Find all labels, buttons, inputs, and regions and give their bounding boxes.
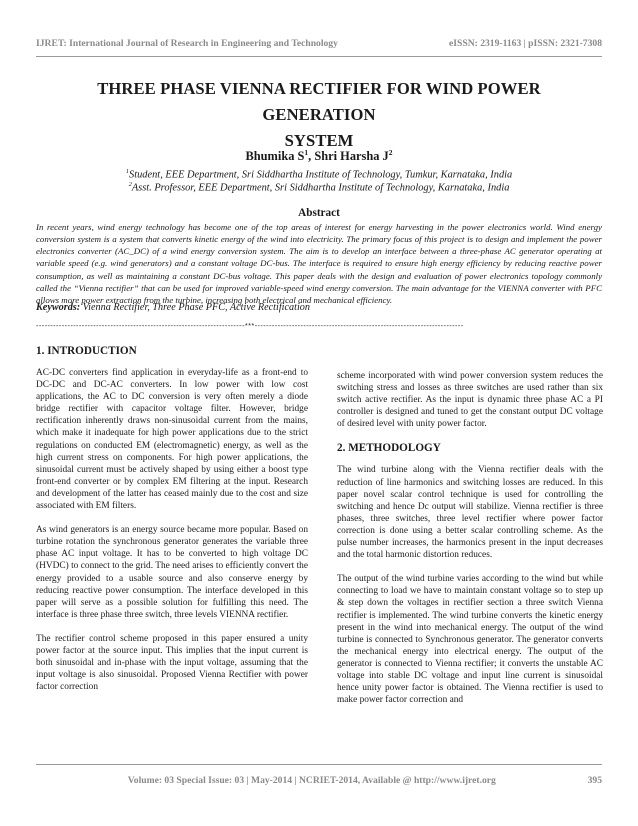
issn-info: eISSN: 2319-1163 | pISSN: 2321-7308 bbox=[449, 38, 602, 49]
methodology-paragraph-1: The wind turbine along with the Vienna rectifier deals with the reduction of line harmonics and switching losses are reduced. In this paper novel scalar control technique is used for controlling the switching and hence Dc output will stabilize. Vienna rectifier is three phases, three switches, three level rectifier where power factor correction is done using a better scalar controlling scheme. As the pulse number increases, the harmonics present in the input decreases and the total harmonic distortion reduces. bbox=[337, 465, 603, 561]
author-1: Bhumika S bbox=[245, 149, 305, 164]
keywords-text: Vienna Rectifier, Three Phase PFC, Active Rectification bbox=[80, 302, 310, 313]
title-line-1: THREE PHASE VIENNA RECTIFIER FOR WIND POWER GENERATION bbox=[97, 79, 541, 124]
affiliation-1 bbox=[40, 168, 598, 180]
affiliation-2 bbox=[40, 181, 598, 193]
footer-citation: Volume: 03 Special Issue: 03 | May-2014 | NCRIET-2014, Available @ http://www.ijret.org bbox=[127, 775, 496, 786]
running-header bbox=[36, 38, 602, 49]
affiliation-2-text: Asst. Professor, EEE Department, Sri Siddhartha Institute of Technology, Karnataka, India bbox=[131, 182, 510, 194]
affiliation-1-text: Student, EEE Department, Sri Siddhartha Institute of Technology, Tumkur, Karnataka, India bbox=[129, 169, 513, 181]
right-column bbox=[337, 370, 603, 706]
intro-paragraph-1: AC-DC converters find application in everyday-life as a front-end to DC-DC and DC-AC converters. In low power with low cost applications, the AC to DC conversion is very often merely a diode bridge rectifier with capacitor voltage filter. However, bridge rectification inherently draws non-sinusoidal current from the mains, which make it inadequate for high power applications due to the strict regulations on conducted EM (electromagnetic) energy, as well as the high current stress on components. For high power applications, the sinusoidal current must be actively shaped by using either a boost type front-end converter or by complex EM filtering at the input. Research and development of the latter has ceased mainly due to the cost and size associated with EM filters. bbox=[36, 368, 308, 512]
author-list bbox=[40, 148, 598, 164]
methodology-heading: 2. METHODOLOGY bbox=[337, 442, 441, 455]
author-1-sup: 1 bbox=[304, 148, 309, 157]
intro-paragraph-3: The rectifier control scheme proposed in this paper ensured a unity power factor at the source input. This implies that the input current is both sinusoidal and in-phase with the input voltage, assuming that the input voltage is also sinusoidal. Proposed Vienna Rectifier with power factor correction bbox=[36, 633, 308, 693]
keywords-label: Keywords: bbox=[36, 302, 81, 313]
author-2: Shri Harsha J bbox=[314, 149, 389, 164]
paper-title bbox=[40, 76, 598, 154]
header-rule bbox=[36, 56, 602, 57]
left-column bbox=[36, 344, 308, 693]
methodology-paragraph-2: The output of the wind turbine varies according to the wind but while connecting to load we have to maintain constant voltage so to step up & step down the voltages in rectifier section a three switch Vienna rectifier is implemented. The wind turbine converts the kinetic energy present in the wind into mechanical energy. The output of the wind turbine is connected to Synchronous generator. The generator converts the mechanical energy into electrical energy. The output of the generator is connected to Vienna rectifier; it converts the unstable AC voltage into stable DC voltage and input line current is sinusoidal hence unity power factor is obtained. The Vienna rectifier is used to make power factor correction and bbox=[337, 574, 603, 706]
abstract-text: In recent years, wind energy technology has become one of the top areas of interest for energy harvesting in the power electronics world. Wind energy conversion system is a system that converts kinetic energy of the wind into electricity. The primary focus of this project is to design and implement the power electronics converter (AC_DC) of a wind energy conversion system. The aim is to develop an interface between a three-phase AC generator operating at variable speed (e.g. wind generators) and a constant voltage DC-bus. The interface is required to ensure high energy efficiency by reducing reactive power consumption, as well as maintaining a constant DC-bus voltage. This paper deals with the design and evaluation of power electronics topology commonly called the “Vienna rectifier” that can be used for improved variable-speed wind energy conversion. The main advantage for the VIENNA converter with PFC allows more power extraction from the turbine, increasing both electrical and mechanical efficiency. bbox=[36, 222, 602, 305]
journal-name: IJRET: International Journal of Research in Engineering and Technology bbox=[36, 38, 338, 49]
abstract-heading: Abstract bbox=[298, 207, 340, 219]
footer-rule bbox=[36, 764, 602, 765]
introduction-heading: 1. INTRODUCTION bbox=[36, 345, 137, 357]
intro-paragraph-2: As wind generators is an energy source became more popular. Based on turbine rotation the synchronous generator generates the variable three phase AC input voltage. It has to be converted to high voltage DC (HVDC) to connect to the grid. The need arises to efficiently convert the energy provided to a usable source and also conserve energy by reducing reactive power consumption. The interface developed in this paper will serve as a possible solution for fulfilling this need. The interface is three phase three switch, three levels VIENNA rectifier. bbox=[36, 525, 308, 620]
title-line-2: SYSTEM bbox=[284, 131, 354, 150]
page-number: 395 bbox=[587, 775, 602, 786]
author-separator: , bbox=[308, 149, 315, 164]
running-footer bbox=[36, 775, 602, 786]
affiliation-1-sup: 1 bbox=[125, 168, 130, 175]
affiliation-2-sup: 2 bbox=[128, 181, 132, 188]
author-2-sup: 2 bbox=[388, 148, 393, 157]
intro-continuation: scheme incorporated with wind power conversion system reduces the switching stress and losses as three switches are used rather than six switch active rectifier. As the input is dynamic three phase AC a PI controller is designed and tuned to get the constant output DC voltage of desired level with unity power factor. bbox=[337, 371, 603, 430]
keywords bbox=[36, 302, 602, 313]
section-divider: -------------------------------------------------------------------------***------------------------------------------------------------------------- bbox=[36, 321, 464, 330]
